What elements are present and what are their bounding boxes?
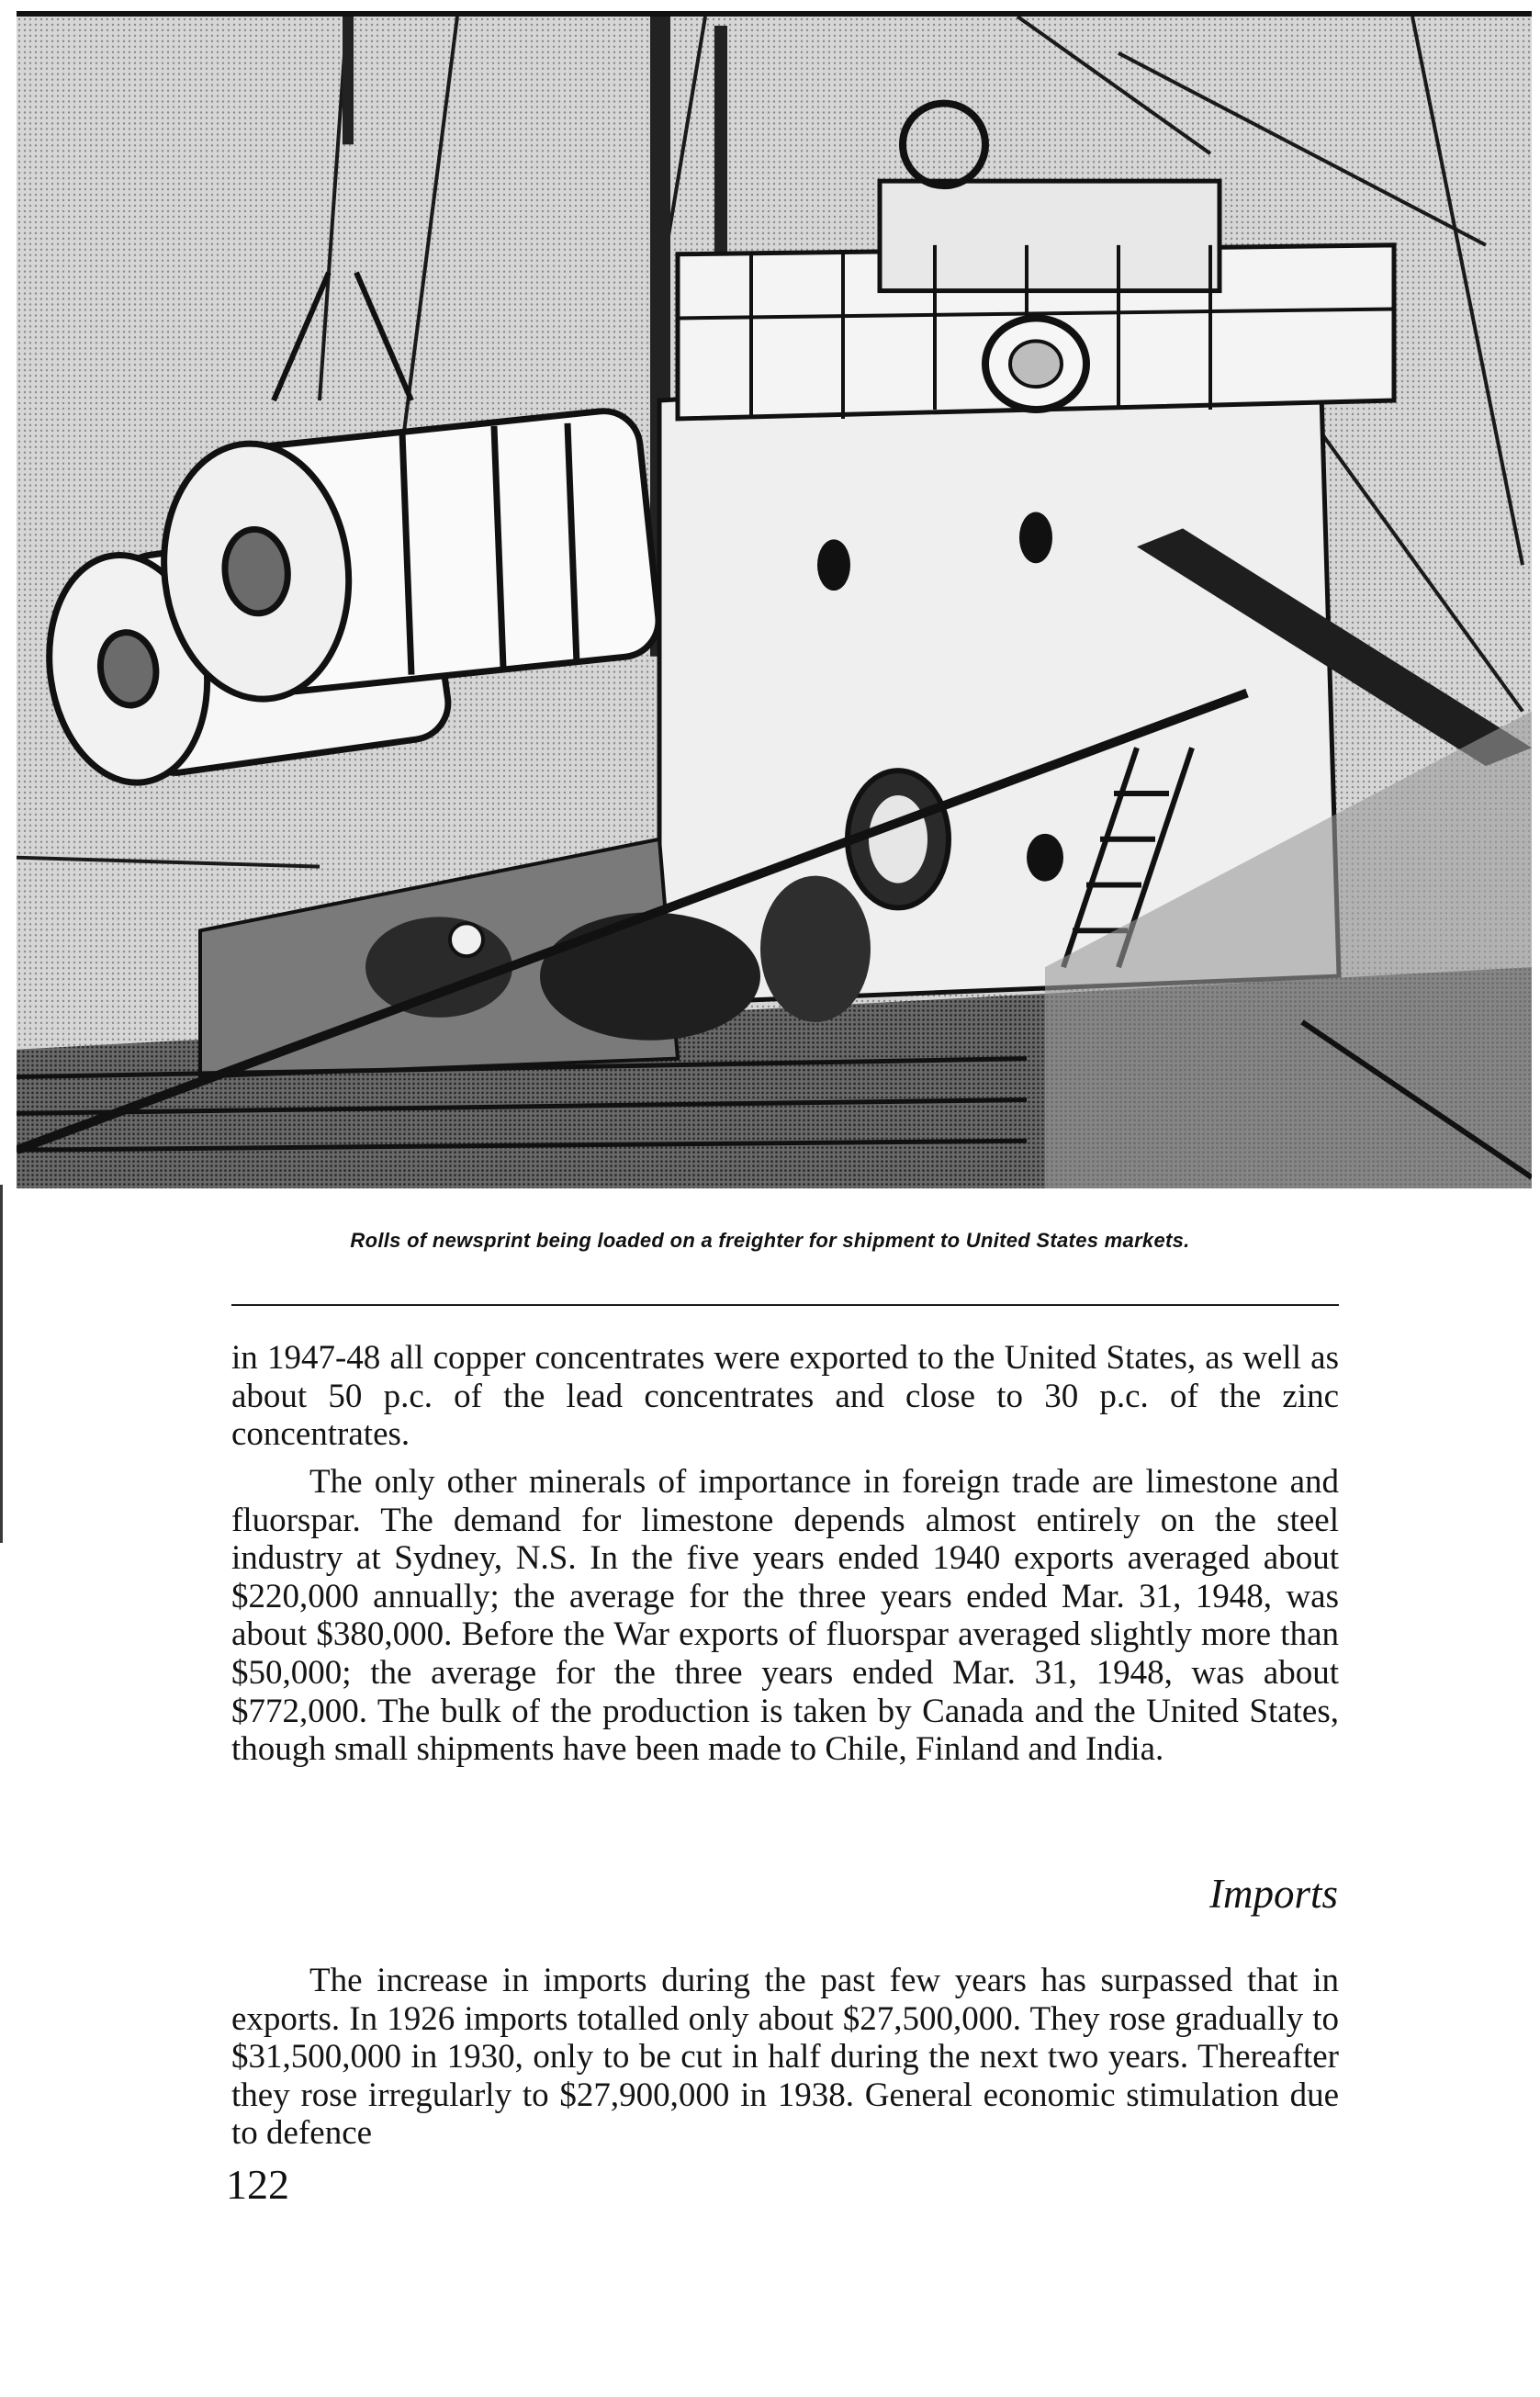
paragraph-text: The only other minerals of importance in foreign trade are limestone and fluorspar. The demand for limestone depends almost entirely on the steel industry at Sydney, N.S. In the five years ended 1940 exports averaged about $220,000 annually; the average for the three years ended Mar. 31, 1948, was about $380,000. Before the War exports of fluorspar averaged slightly more than $50,000; the average for the three years ended Mar. 31, 1948, was about $772,000. The bulk of the production is taken by Canada and the United States, though small shipments have been made to Chile, Finland and India. — [231, 1463, 1339, 1769]
page-number: 122 — [226, 2161, 289, 2208]
newsprint-freighter-photo — [17, 11, 1532, 1188]
paragraph-text: in 1947-48 all copper concentrates were exported to the United States, as well as about 50 p.c. of the lead concentrates and close to 30 p.c. of the zinc concentrates. — [231, 1339, 1339, 1454]
caption-divider — [231, 1304, 1339, 1306]
scan-edge-shadow — [0, 1185, 3, 1543]
photo-caption: Rolls of newsprint being loaded on a freighter for shipment to United States markets. — [350, 1229, 1190, 1252]
section-heading-imports: Imports — [1208, 1871, 1338, 1917]
freighter-photo-illustration — [17, 17, 1532, 1188]
paragraph-text: The increase in imports during the past few years has surpassed that in exports. In 1926 imports totalled only about $27,500,000. They rose gradually to $31,500,000 in 1930, only to be cut in half during the next two years. Thereafter they rose irregularly to $27,900,000 in 1938. General economic stimulation due to defence — [231, 1962, 1339, 2153]
body-paragraph-2 — [231, 1463, 1339, 1769]
body-paragraph-3 — [231, 1962, 1339, 2153]
body-paragraph-1 — [231, 1339, 1339, 1454]
